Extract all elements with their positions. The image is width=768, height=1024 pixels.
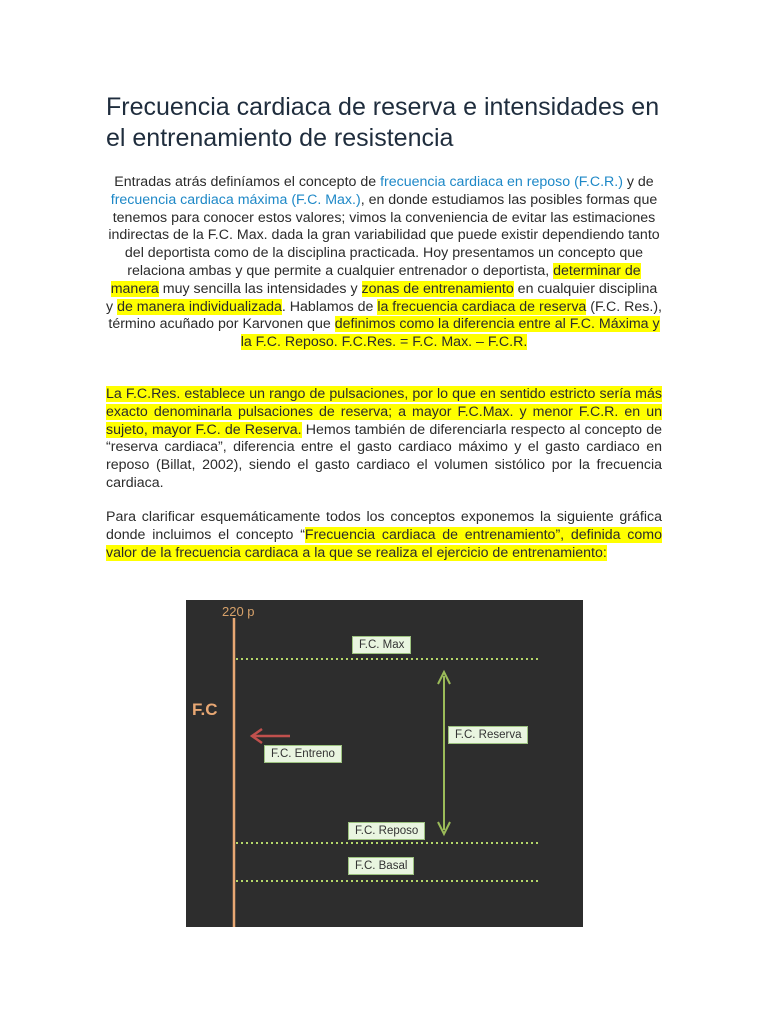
text: y de bbox=[622, 174, 654, 190]
label-fc-entreno: F.C. Entreno bbox=[264, 745, 342, 763]
label-fc-reposo: F.C. Reposo bbox=[348, 822, 425, 840]
heart-rate-diagram bbox=[186, 600, 583, 927]
highlight: la frecuencia cardiaca de reserva bbox=[377, 298, 587, 315]
text: en cualquier disciplina y bbox=[106, 280, 658, 315]
highlight: La F.C.Res. establece un rango de pulsaciones, por lo que en sentido estricto sería más exacto denominarla pulsaciones de reserva; a mayor F.C.Max. y menor F.C.R. en un sujeto, mayor F.C. de Reserva. bbox=[106, 386, 662, 438]
label-fc-max: F.C. Max bbox=[352, 636, 411, 654]
highlight: determinar de manera bbox=[110, 262, 641, 297]
text: . Hablamos de bbox=[281, 298, 378, 315]
highlight: Frecuencia cardiaca de entrenamiento”, definida como valor de la frecuencia cardiaca a la que se realiza el ejercicio de entrenamiento: bbox=[106, 526, 662, 561]
label-fc-reserva: F.C. Reserva bbox=[448, 726, 528, 744]
text: , en donde estudiamos las posibles formas que tenemos para conocer estos valores; vimos la conveniencia de evitar las estimaciones indirectas de la F.C. Max. dada la gran variabilidad que puede existir dependiendo tanto del deportista como de la disciplina practicada. Hoy presentamos un concepto que relaciona ambas y que permite a cualquier entrenador o deportista, bbox=[108, 191, 660, 279]
text: Hemos también de diferenciarla respecto al concepto de “reserva cardiaca”, diferencia entre el gasto cardiaco máximo y el gasto cardiaco en reposo (Billat, 2002), siendo el gasto cardiaco el volumen sistólico por la frecuencia cardiaca. bbox=[106, 421, 662, 491]
link-fcr[interactable]: frecuencia cardiaca en reposo (F.C.R.) bbox=[380, 174, 623, 190]
axis-max-label: 220 p bbox=[222, 604, 255, 619]
highlight: zonas de entrenamiento bbox=[361, 280, 514, 297]
text: Entradas atrás definíamos el concepto de bbox=[114, 174, 381, 190]
label-fc-basal: F.C. Basal bbox=[348, 857, 414, 875]
page-title: Frecuencia cardiaca de reserva e intensidades en el entrenamiento de resistencia bbox=[106, 93, 660, 152]
link-fc-max[interactable]: frecuencia cardiaca máxima (F.C. Max.) bbox=[110, 191, 361, 208]
paragraph-graph-intro bbox=[106, 509, 662, 562]
highlight: definimos como la diferencia entre al F.C. Máxima y la F.C. Reposo. F.C.Res. = F.C. Max. – F.C.R. bbox=[240, 316, 660, 351]
text: (F.C. Res.), término acuñado por Karvonen que bbox=[108, 298, 662, 333]
paragraph-reserve bbox=[106, 386, 662, 493]
paragraph-intro bbox=[106, 174, 662, 352]
text: Para clarificar esquemáticamente todos los conceptos exponemos la siguiente gráfica donde incluimos el concepto “ bbox=[106, 509, 662, 543]
highlight: de manera individualizada bbox=[117, 298, 282, 315]
axis-label: F.C bbox=[192, 700, 218, 719]
text: muy sencilla las intensidades y bbox=[158, 280, 362, 297]
